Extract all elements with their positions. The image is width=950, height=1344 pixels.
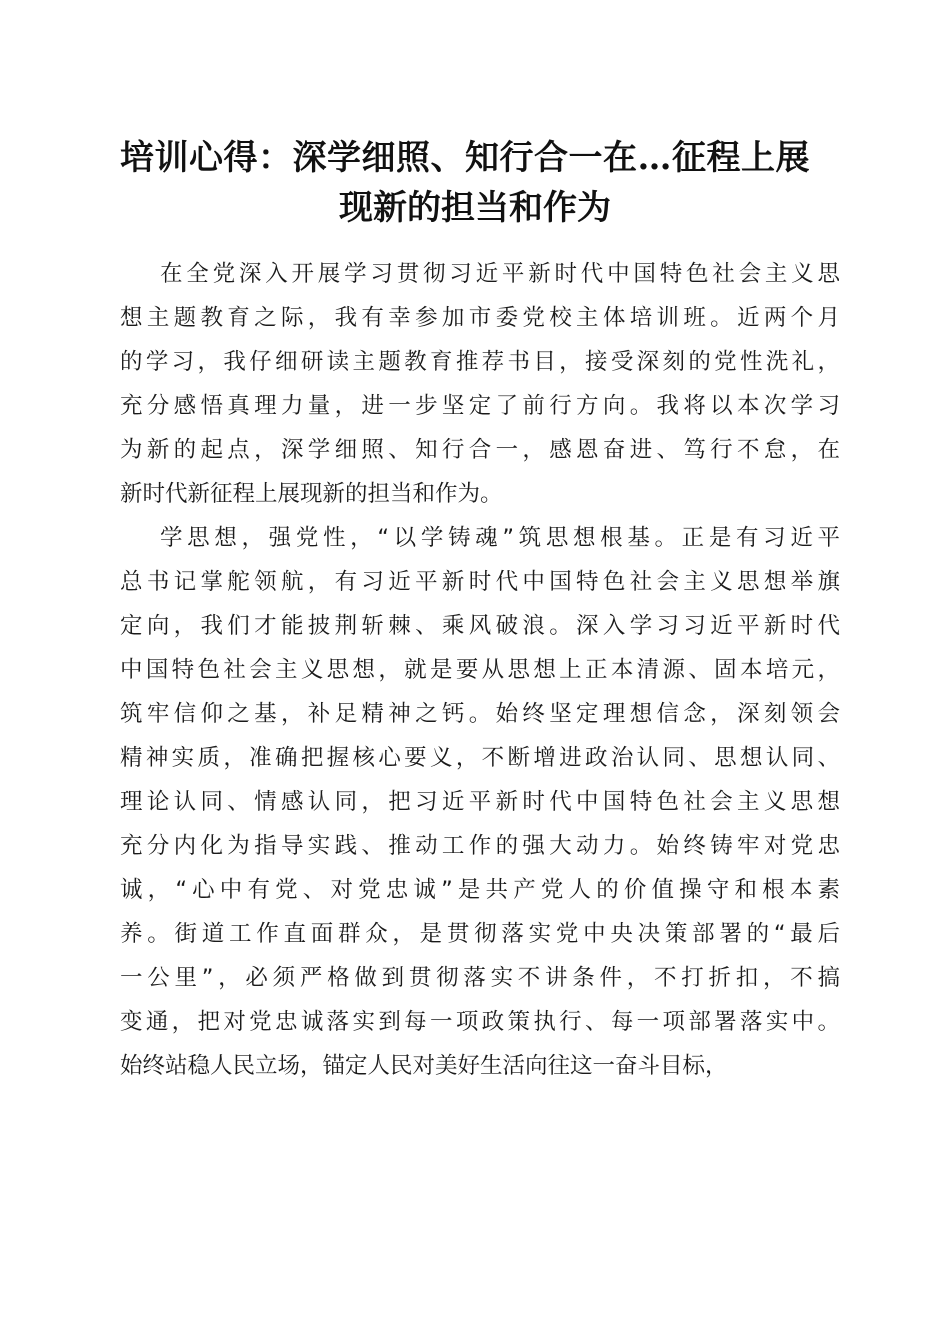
- text-line: 想主题教育之际，我有幸参加市委党校主体培训班。近两个月: [120, 305, 840, 331]
- paragraph-2: [120, 516, 840, 1088]
- document-title: [110, 133, 840, 233]
- text-line: 一公里”，必须严格做到贯彻落实不讲条件，不打折扣，不搞: [120, 965, 840, 991]
- title-line-2: 现新的担当和作为: [339, 188, 611, 228]
- text-line: 定向，我们才能披荆斩棘、乘风破浪。深入学习习近平新时代: [120, 613, 840, 639]
- text-line: 理论认同、情感认同，把习近平新时代中国特色社会主义思想: [120, 789, 840, 815]
- text-line: 养。街道工作直面群众，是贯彻落实党中央决策部署的“最后: [120, 921, 840, 947]
- text-line: 新时代新征程上展现新的担当和作为。: [120, 481, 503, 507]
- text-line: 筑牢信仰之基，补足精神之钙。始终坚定理想信念，深刻领会: [120, 701, 840, 727]
- text-line: 学思想，强党性，“以学铸魂”筑思想根基。正是有习近平: [160, 525, 840, 551]
- title-line-1: 培训心得：深学细照、知行合一在…征程上展: [120, 138, 810, 178]
- text-line: 在全党深入开展学习贯彻习近平新时代中国特色社会主义思: [160, 261, 840, 287]
- text-line: 的学习，我仔细研读主题教育推荐书目，接受深刻的党性洗礼，: [120, 349, 840, 375]
- text-line: 变通，把对党忠诚落实到每一项政策执行、每一项部署落实中。: [120, 1009, 840, 1035]
- text-line: 充分感悟真理力量，进一步坚定了前行方向。我将以本次学习: [120, 393, 840, 419]
- text-line: 中国特色社会主义思想，就是要从思想上正本清源、固本培元，: [120, 657, 840, 683]
- text-line: 总书记掌舵领航，有习近平新时代中国特色社会主义思想举旗: [120, 569, 840, 595]
- text-line: 精神实质，准确把握核心要义，不断增进政治认同、思想认同、: [120, 745, 840, 771]
- text-line: 为新的起点，深学细照、知行合一，感恩奋进、笃行不怠，在: [120, 437, 840, 463]
- paragraph-1: [120, 252, 840, 516]
- text-line: 充分内化为指导实践、推动工作的强大动力。始终铸牢对党忠: [120, 833, 840, 859]
- text-line: 始终站稳人民立场，锚定人民对美好生活向往这一奋斗目标，: [120, 1053, 728, 1079]
- text-line: 诚，“心中有党、对党忠诚”是共产党人的价值操守和根本素: [120, 877, 840, 903]
- document-body: [120, 252, 840, 1088]
